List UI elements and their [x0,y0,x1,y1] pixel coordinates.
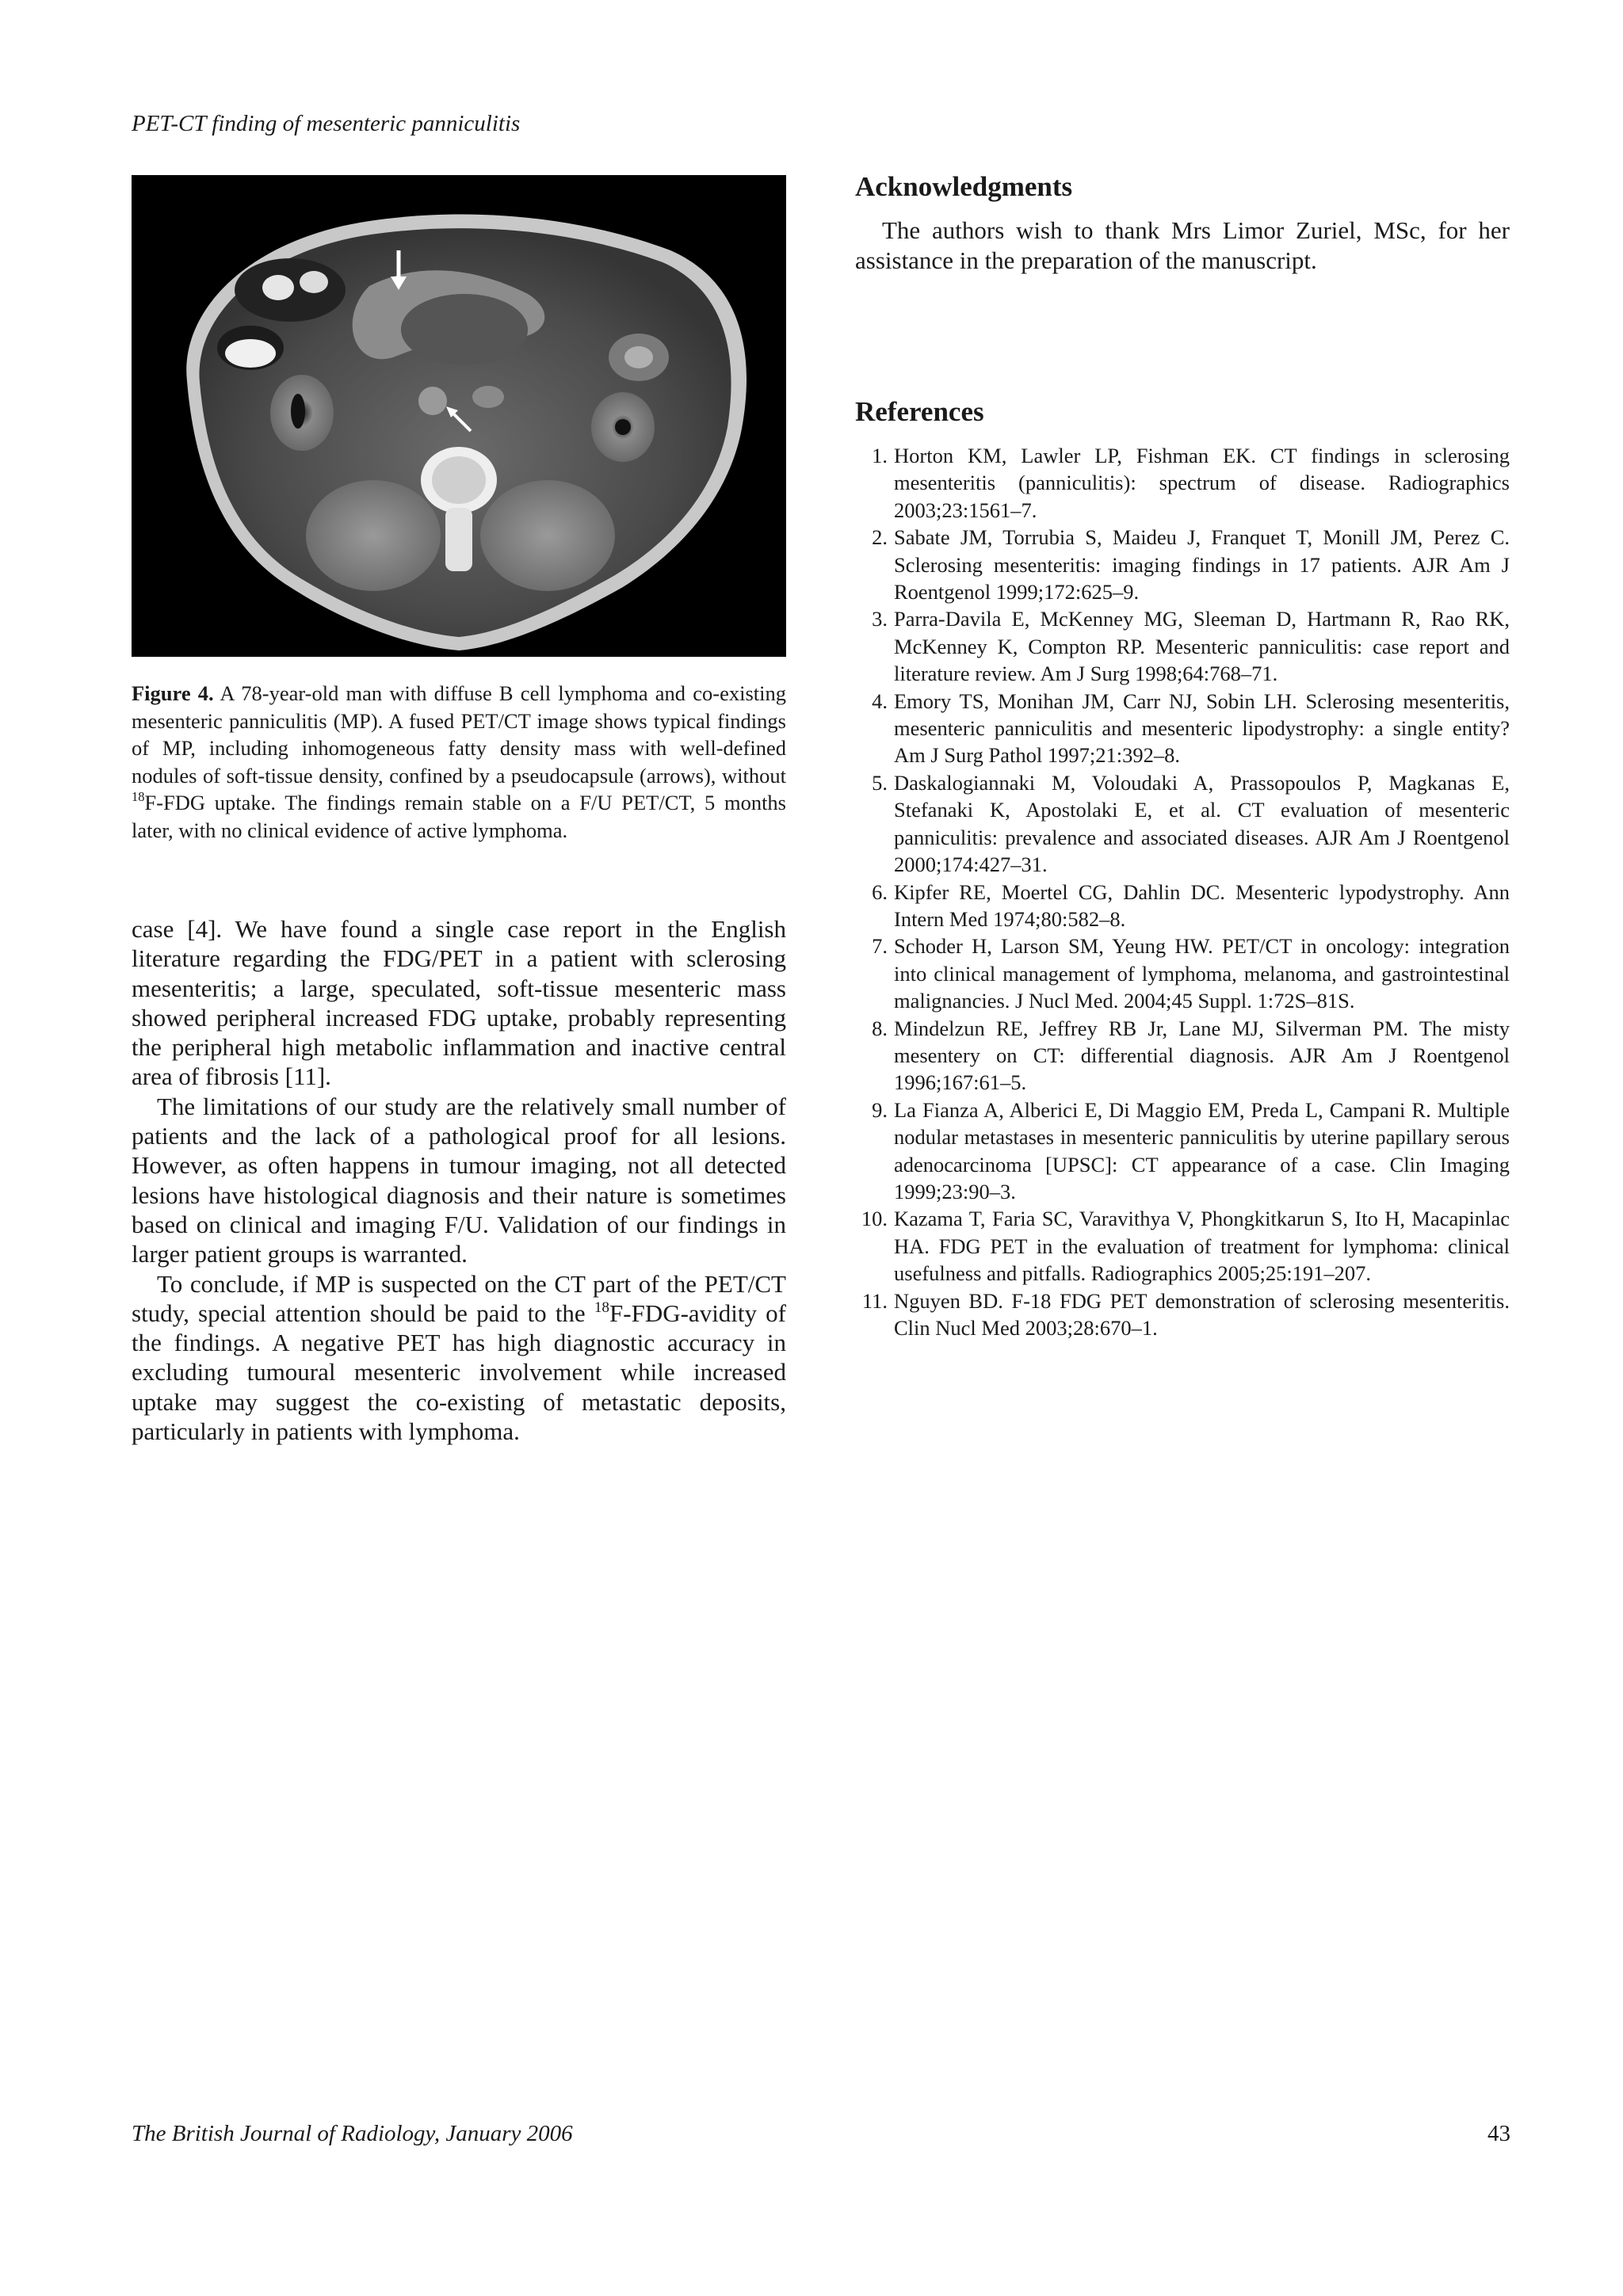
reference-number: 8. [872,1016,888,1040]
body-text [132,914,786,1446]
body-p3-part2: F-FDG-avidity of the findings. A negative PET has high diagnostic accuracy in excluding tumoural mesenteric involvement while increased uptake may suggest the co-existing of metastatic deposits, particularly in patients with lymphoma. [132,1299,786,1446]
caption-text-part2: F-FDG uptake. The findings remain stable on a F/U PET/CT, 5 months later, with no clinical evidence of active lymphoma. [132,791,786,842]
caption-text-part1: A 78-year-old man with diffuse B cell lymphoma and co-existing mesenteric panniculitis (MP). A fused PET/CT image shows typical findings of MP, including inhomogeneous fatty density mass with well-defined nodules of soft-tissue density, confined by a pseudocapsule (arrows), without [132,681,786,788]
references-heading: References [855,396,984,427]
reference-item [855,1287,1510,1342]
reference-number: 11. [861,1288,888,1313]
reference-number: 2. [872,525,888,550]
ct-scan-figure [132,175,786,657]
reference-number: 10. [861,1207,888,1231]
ct-scan-image [132,175,786,657]
running-title: PET-CT finding of mesenteric panniculitis [132,111,521,136]
reference-item [855,442,1510,524]
reference-text: Emory TS, Monihan JM, Carr NJ, Sobin LH. Sclerosing mesenteritis, mesenteric panniculitis and mesenteric lipodystrophy: a single entity? Am J Surg Pathol 1997;21:392–8. [894,688,1510,768]
reference-text: Schoder H, Larson SM, Yeung HW. PET/CT in oncology: integration into clinical management of lymphoma, melanoma, and gastrointestinal malignancies. J Nucl Med. 2004;45 Suppl. 1:72S–81S. [894,934,1510,1013]
caption-superscript: 18 [132,789,145,805]
body-paragraph-1: case [4]. We have found a single case report in the English literature regarding the FDG/PET in a patient with sclerosing mesenteritis; a large, speculated, soft-tissue mesenteric mass showed peripheral increased FDG uptake, probably representing the peripheral high metabolic inflammation and inactive central area of fibrosis [11]. [132,915,786,1091]
reference-item [855,1205,1510,1287]
reference-text: Nguyen BD. F-18 FDG PET demonstration of sclerosing mesenteritis. Clin Nucl Med 2003;28:670–1. [894,1288,1510,1340]
reference-text: Horton KM, Lawler LP, Fishman EK. CT findings in sclerosing mesenteritis (panniculitis): spectrum of disease. Radiographics 2003;23:1561–7. [894,444,1510,522]
reference-number: 9. [872,1097,888,1122]
reference-text: Parra-Davila E, McKenney MG, Sleeman D, Hartmann R, Rao RK, McKenney K, Compton RP. Mesenteric panniculitis: case report and literature review. Am J Surg 1998;64:768–71. [894,607,1510,686]
reference-number: 4. [872,688,888,713]
reference-item [855,879,1510,933]
body-p3-part1: To conclude, if MP is suspected on the CT part of the PET/CT study, special attention should be paid to the [132,1269,786,1327]
reference-number: 7. [872,934,888,959]
reference-item [855,933,1510,1014]
page-number: 43 [1487,2121,1510,2146]
reference-number: 6. [872,879,888,904]
reference-item [855,688,1510,769]
body-paragraph-2: The limitations of our study are the relatively small number of patients and the lack of a pathological proof for all lesions. However, as often happens in tumour imaging, not all detected lesions have histological diagnosis and their nature is sometimes based on clinical and imaging F/U. Validation of our findings in larger patient groups is warranted. [132,1092,786,1268]
reference-number: 5. [872,770,888,795]
acknowledgments-heading: Acknowledgments [855,171,1073,202]
body-p3-superscript: 18 [594,1299,610,1316]
reference-text: Sabate JM, Torrubia S, Maideu J, Franquet T, Monill JM, Perez C. Sclerosing mesenteritis: imaging findings in 17 patients. AJR Am J Roentgenol 1999;172:625–9. [894,525,1510,605]
reference-item [855,1015,1510,1097]
journal-footer: The British Journal of Radiology, January 2006 [132,2121,573,2146]
reference-number: 3. [872,607,888,631]
body-paragraph-3 [132,1269,786,1447]
reference-text: Kazama T, Faria SC, Varavithya V, Phongkitkarun S, Ito H, Macapinlac HA. FDG PET in the evaluation of treatment for lymphoma: clinical usefulness and pitfalls. Radiographics 2005;25:191–207. [894,1207,1510,1286]
reference-text: Mindelzun RE, Jeffrey RB Jr, Lane MJ, Silverman PM. The misty mesentery on CT: differential diagnosis. AJR Am J Roentgenol 1996;167:61–5. [894,1016,1510,1095]
figure-caption [132,680,786,844]
reference-number: 1. [872,444,888,467]
reference-text: Kipfer RE, Moertel CG, Dahlin DC. Mesenteric lypodystrophy. Ann Intern Med 1974;80:582–8. [894,879,1510,931]
reference-item [855,769,1510,879]
references-list [855,442,1510,1341]
acknowledgments-text: The authors wish to thank Mrs Limor Zuriel, MSc, for her assistance in the preparation of the manuscript. [855,216,1510,274]
reference-item [855,524,1510,605]
reference-text: La Fianza A, Alberici E, Di Maggio EM, Preda L, Campani R. Multiple nodular metastases in mesenteric panniculitis by uterine papillary serous adenocarcinoma [UPSC]: CT appearance of a case. Clin Imaging 1999;23:90–3. [894,1097,1510,1203]
figure-label: Figure 4. [132,681,214,705]
reference-item [855,1097,1510,1206]
reference-item [855,605,1510,687]
reference-text: Daskalogiannaki M, Voloudaki A, Prassopoulos P, Magkanas E, Stefanaki K, Apostolaki E, et al. CT evaluation of mesenteric panniculitis: prevalence and associated diseases. AJR Am J Roentgenol 2000;174:427–31. [894,770,1510,877]
